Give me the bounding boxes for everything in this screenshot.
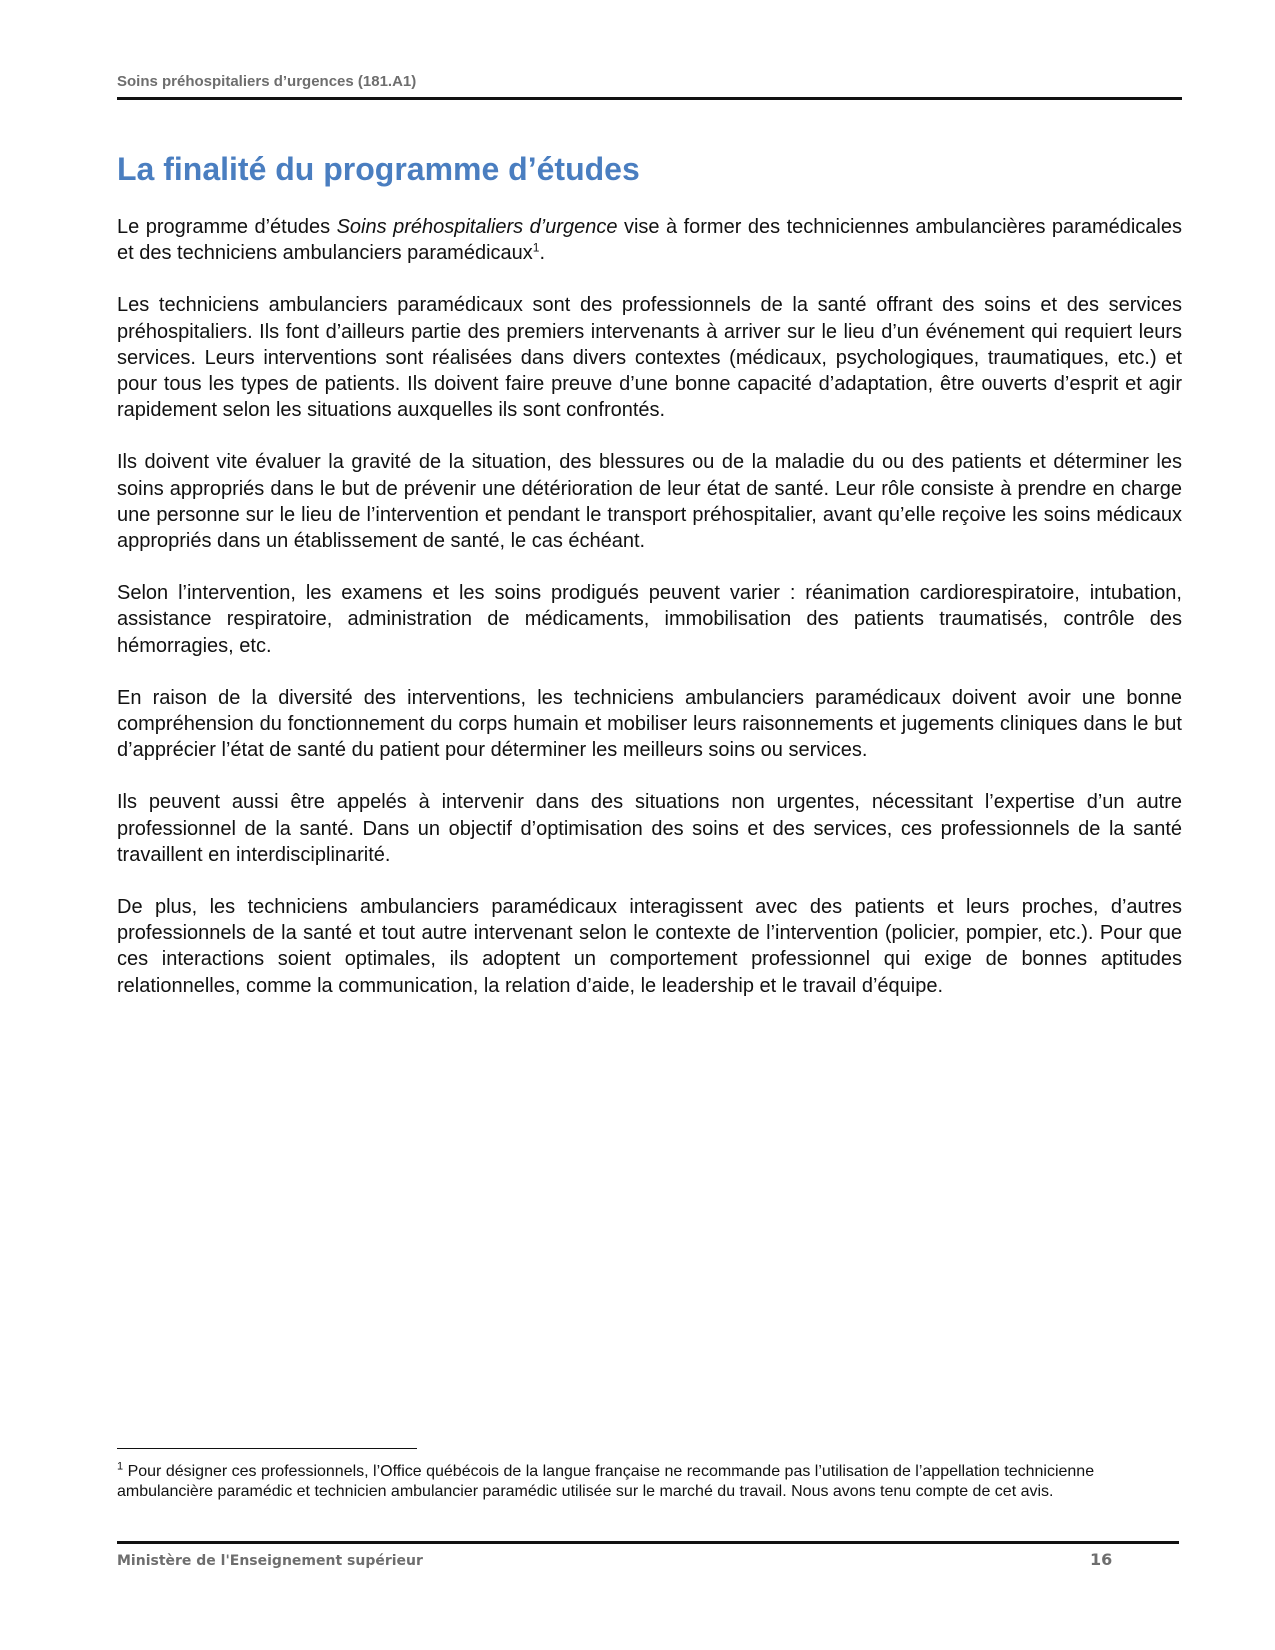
footnote-text: Pour désigner ces professionnels, l’Office québécois de la langue française ne recommande pas l’utilisation de l’appellation technicienne ambulancière paramédic et technicien ambulancier paramédic utilisée sur le marché du travail. Nous avons tenu compte de cet avis. <box>117 1463 1095 1500</box>
footer-organization: Ministère de l'Enseignement supérieur <box>117 1553 423 1569</box>
intro-end: . <box>539 242 546 265</box>
paragraph-knowledge: En raison de la diversité des interventions, les techniciens ambulanciers paramédicaux doivent avoir une bonne compréhension du fonctionnement du corps humain et mobiliser leurs raisonnements et jugements cliniques dans le but d’apprécier l’état de santé du patient pour déterminer les meilleurs soins ou services. <box>117 686 1182 762</box>
intro-after: vise à former des techniciennes ambulancières paramédicales et des techniciens ambulanciers paramédicaux <box>117 216 1182 265</box>
header-title: Soins préhospitaliers d’urgences (181.A1) <box>117 73 417 90</box>
footnote-divider <box>117 1448 417 1449</box>
footnote <box>117 1462 1182 1501</box>
footer-divider <box>117 1541 1179 1544</box>
paragraph-interactions: De plus, les techniciens ambulanciers paramédicaux interagissent avec des patients et leurs proches, d’autres professionnels de la santé et tout autre intervenant selon le contexte de l’intervention (policier, pompier, etc.). Pour que ces interactions soient optimales, ils adoptent un comportement professionnel qui exige de bonnes aptitudes relationnelles, comme la communication, la relation d’aide, le leadership et le travail d’équipe. <box>117 896 1182 997</box>
paragraph-role: Les techniciens ambulanciers paramédicaux sont des professionnels de la santé offrant des soins et des services préhospitaliers. Ils font d’ailleurs partie des premiers intervenants à arriver sur le lieu d’un événement qui requiert leurs services. Leurs interventions sont réalisées dans divers contextes (médicaux, psychologiques, traumatiques, etc.) et pour tous les types de patients. Ils doivent faire preuve d’une bonne capacité d’adaptation, être ouverts d’esprit et agir rapidement selon les situations auxquelles ils sont confrontés. <box>117 294 1182 422</box>
page-number: 16 <box>1090 1550 1113 1569</box>
intro-paragraph <box>117 214 1182 266</box>
footnote-reference[interactable]: 1 <box>532 240 540 255</box>
paragraph-non-urgent: Ils peuvent aussi être appelés à intervenir dans des situations non urgentes, nécessitant l’expertise d’un autre professionnel de la santé. Dans un objectif d’optimisation des soins et des services, ces professionnels de la santé travaillent en interdisciplinarité. <box>117 791 1182 866</box>
program-name: Soins préhospitaliers d’urgence <box>336 216 618 238</box>
paragraph-assessment: Ils doivent vite évaluer la gravité de la situation, des blessures ou de la maladie du ou des patients et déterminer les soins appropriés dans le but de prévenir une détérioration de leur état de santé. Leur rôle consiste à prendre en charge une personne sur le lieu de l’intervention et pendant le transport préhospitalier, avant qu’elle reçoive les soins médicaux appropriés dans un établissement de santé, le cas échéant. <box>117 451 1182 553</box>
footnote-marker: 1 <box>117 1460 124 1473</box>
section-title: La finalité du programme d’études <box>117 151 640 187</box>
paragraph-interventions: Selon l’intervention, les examens et les soins prodigués peuvent varier : réanimation cardiorespiratoire, intubation, assistance respiratoire, administration de médicaments, immobilisation des patients traumatisés, contrôle des hémorragies, etc. <box>117 582 1182 657</box>
intro-before: Le programme d’études <box>117 216 337 238</box>
page-header <box>117 73 1182 100</box>
main-content <box>117 150 1182 1025</box>
